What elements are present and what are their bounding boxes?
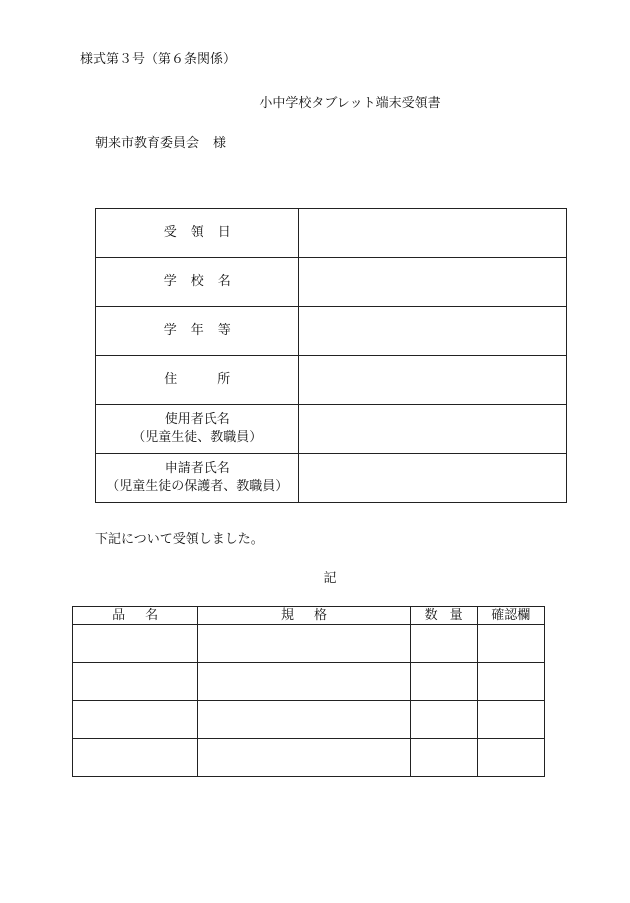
- receipt-date-label: 受領日: [96, 209, 299, 258]
- form-number: 様式第３号（第６条関係）: [80, 52, 237, 67]
- table-row: [73, 701, 545, 739]
- school-name-field[interactable]: [299, 258, 567, 307]
- item-spec-cell[interactable]: [198, 739, 410, 777]
- address-label: 住所: [96, 356, 299, 405]
- user-name-label: [96, 405, 299, 454]
- receipt-date-field[interactable]: [299, 209, 567, 258]
- table-row: [96, 454, 567, 503]
- header-item-name: 品名: [73, 607, 198, 625]
- item-qty-cell[interactable]: [410, 701, 477, 739]
- item-qty-cell[interactable]: [410, 663, 477, 701]
- grade-label: 学年等: [96, 307, 299, 356]
- addressee-honorific: 様: [213, 136, 227, 151]
- item-check-cell[interactable]: [477, 701, 545, 739]
- addressee-name: 朝来市教育委員会: [95, 136, 200, 151]
- user-name-label-line2: （児童生徒、教職員）: [132, 430, 263, 445]
- item-spec-cell[interactable]: [198, 701, 410, 739]
- item-name-cell[interactable]: [73, 739, 198, 777]
- user-name-label-line1: 使用者氏名: [164, 412, 230, 427]
- document-title: 小中学校タブレット端末受領書: [259, 96, 441, 111]
- ki-heading: 記: [323, 571, 337, 586]
- item-spec-cell[interactable]: [198, 625, 410, 663]
- school-name-label: 学校名: [96, 258, 299, 307]
- applicant-name-label-line2: （児童生徒の保護者、教職員）: [106, 479, 289, 494]
- item-qty-cell[interactable]: [410, 625, 477, 663]
- table-row: [73, 663, 545, 701]
- item-name-cell[interactable]: [73, 701, 198, 739]
- items-table: [72, 606, 545, 777]
- user-name-field[interactable]: [299, 405, 567, 454]
- grade-field[interactable]: [299, 307, 567, 356]
- table-row: [73, 625, 545, 663]
- table-row: [96, 258, 567, 307]
- item-check-cell[interactable]: [477, 663, 545, 701]
- applicant-name-label: [96, 454, 299, 503]
- header-quantity: 数量: [410, 607, 477, 625]
- addressee: [95, 132, 226, 151]
- item-qty-cell[interactable]: [410, 739, 477, 777]
- table-row: [96, 307, 567, 356]
- item-name-cell[interactable]: [73, 625, 198, 663]
- table-row: [96, 356, 567, 405]
- address-field[interactable]: [299, 356, 567, 405]
- table-row: [96, 209, 567, 258]
- applicant-info-table: [95, 208, 567, 503]
- item-check-cell[interactable]: [477, 739, 545, 777]
- item-name-cell[interactable]: [73, 663, 198, 701]
- receipt-statement: 下記について受領しました。: [95, 532, 264, 547]
- applicant-name-field[interactable]: [299, 454, 567, 503]
- applicant-name-label-line1: 申請者氏名: [164, 461, 230, 476]
- item-check-cell[interactable]: [477, 625, 545, 663]
- header-spec: 規格: [198, 607, 410, 625]
- table-row: [73, 739, 545, 777]
- items-header-row: [73, 607, 545, 625]
- table-row: [96, 405, 567, 454]
- item-spec-cell[interactable]: [198, 663, 410, 701]
- header-confirmation: 確認欄: [477, 607, 545, 625]
